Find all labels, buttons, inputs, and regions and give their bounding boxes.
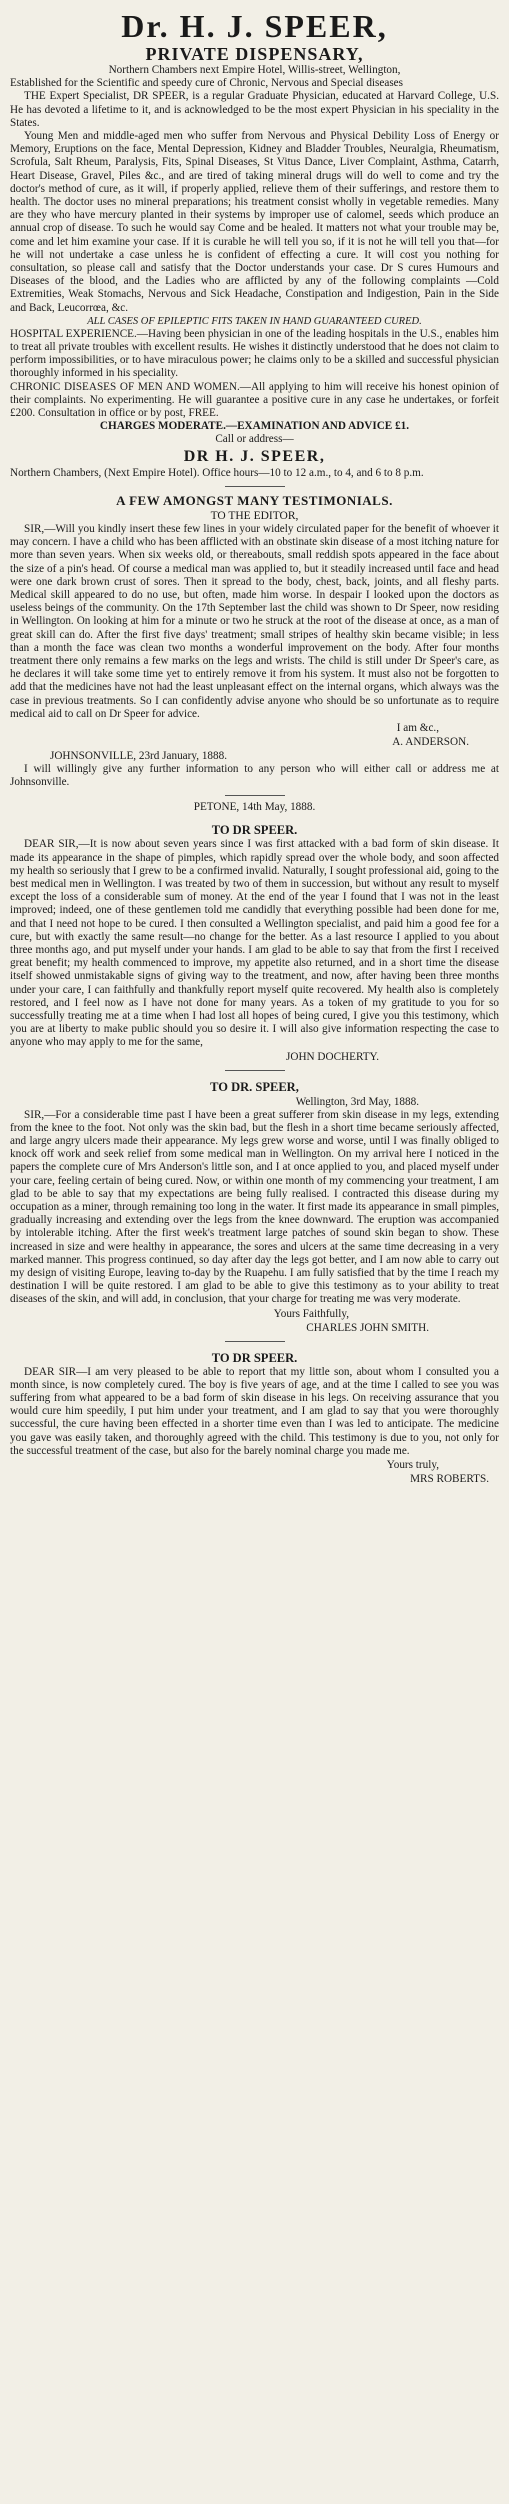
testimonial-4-name: MRS ROBERTS. <box>410 1473 489 1486</box>
testimonial-divider <box>225 795 285 796</box>
testimonial-1-to: TO THE EDITOR, <box>210 509 299 522</box>
testimonial-divider <box>225 1070 285 1071</box>
testimonial-4-close: Yours truly, <box>386 1459 439 1472</box>
testimonial-2-body: DEAR SIR,—It is now about seven years since I was first attacked with a bad form of skin disease. It made its appearance in the shape of pimples, which rapidly spread over the whole body, and soon affected my health so seriously that I grew to be a confirmed invalid. Naturally, I sought professional aid, going to the best medical men in Wellington. I was treated by two of them in succession, but without any result to myself except the loss of a considerable sum of money. At the end of the year I found that I was not in the least improved; indeed, one of these gentlemen told me candidly that everything possible had been done for me, and that I need not hope to be cured. I then consulted a Wellington specialist, and paid him a good fee for a cure, but with exactly the same result—no change for the better. As a last resource I applied to you about three months ago, and put myself under your hands. I am glad to be able to say that from the first I received great benefit; my health commenced to improve, my appetite also returned, and in a short time the disease itself showed unmistakable signs of giving way to the treatment, and now, after having been three months under your care, I can faithfully and thankfully report myself quite recovered. My health also is completely restored, and I feel now as I have not done for many years. As a token of my gratitude to you for so successfully treating me at a time when I had lost all hopes of being cured, I give you this testimony, which you are at liberty to make public should you so desire it. I will also give information respecting the case to anyone who may apply to me for the same, <box>10 838 499 1049</box>
ad-chronic-diseases: CHRONIC DISEASES OF MEN AND WOMEN.—All applying to him will receive his honest opinion of their complaints. No experimenting. He will guarantee a positive cure in any case he undertakes, or forfeit £200. Consultation in office or by post, FREE. <box>10 380 499 420</box>
testimonial-3-to: TO DR. SPEER, <box>210 1079 299 1094</box>
testimonial-3-close: Yours Faithfully, <box>273 1307 349 1320</box>
ad-sign-address: Northern Chambers, (Next Empire Hotel). Office hours—10 to 12 a.m., to 4, and 6 to 8 p.m. <box>10 466 424 479</box>
ad-sign-name: DR H. J. SPEER, <box>183 447 326 465</box>
testimonials-heading: A FEW AMONGST MANY TESTIMONIALS. <box>116 492 393 508</box>
ad-paragraph-conditions: Young Men and middle-aged men who suffer from Nervous and Physical Debility Loss of Energy or Memory, Eruptions on the face, Mental Depression, Kidney and Bladder Troubles, Neuralgia, Rheumatism, Scrofula, Salt Rheum, Paralysis, Fits, Spinal Diseases, St Vitus Dance, Liver Complaint, Asthma, Catarrh, Heart Disease, Gravel, Piles &c., and are tired of taking mineral drugs will do well to come and try the doctor's method of cure, as it will, if properly applied, relieve them of their sufferings, and restore them to health. The doctor uses no mineral preparations; his treatment consist wholly in vegetable remedies. Many are they who have mercury planted in their systems by improper use of calomel, seeds which produce an annual crop of disease. To such he would say Come and be healed. It matters not what your trouble may be, come and let him examine your case. If it is curable he will tell you so, if it is not he will tell you that—for he will not undertake a case unless he is confident of effecting a cure. It will cost you nothing for consultation, so please call and satisfy that the Doctor understands your case. Dr S cures Humours and Diseases of the blood, and the Ladies who are afflicted by any of the following complaints —Cold Extremities, Weak Stomachs, Nervous and Sick Headache, Constipation and Indigestion, Pain in the Side and Back, Leucorrœa, &c. <box>10 130 499 314</box>
testimonial-1-close: I am &c., <box>396 721 439 734</box>
ad-call-or-address: Call or address— <box>215 433 294 446</box>
testimonial-2-name: JOHN DOCHERTY. <box>286 1050 379 1063</box>
testimonial-2-to: TO DR SPEER. <box>211 823 298 838</box>
section-divider <box>225 486 285 487</box>
ad-title: Dr. H. J. SPEER, <box>121 8 388 44</box>
ad-charges: CHARGES MODERATE.—EXAMINATION AND ADVICE £1. <box>99 420 410 433</box>
testimonial-divider <box>225 1341 285 1342</box>
ad-hospital-experience: HOSPITAL EXPERIENCE.—Having been physician in one of the leading hospitals in the U.S., enables him to treat all private troubles with excellent results. He wishes it distinctly understood that he does not claim to perform impossibilities, or to have miraculous power; he claims only to be a skilled and successful physician thoroughly informed in his speciality. <box>10 327 499 380</box>
testimonial-1-name: A. ANDERSON. <box>392 735 469 748</box>
testimonial-1-place: JOHNSONVILLE, 23rd January, 1888. <box>50 749 228 762</box>
testimonial-4-to: TO DR SPEER. <box>211 1350 298 1365</box>
testimonial-3-name: CHARLES JOHN SMITH. <box>306 1321 429 1334</box>
testimonial-4-body: DEAR SIR—I am very pleased to be able to report that my little son, about whom I consulted you a month since, is now completely cured. The boy is five years of age, and at the time I called to see you was suffering from what appeared to be a bad form of skin disease in his legs. On receiving assurance that you would cure him speedily, I put him under your treatment, and I am glad to say that you were thoroughly successful, the cure having been effected in a shorter time even than I was led to anticipate. The medicine you gave was easily taken, and thoroughly agreed with the child. This testimony is due to you, not only for the successful treatment of the case, but also for the barely nominal charge you made me. <box>10 1365 499 1457</box>
testimonial-3-date: Wellington, 3rd May, 1888. <box>295 1095 419 1108</box>
ad-established: Established for the Scientific and speedy cure of Chronic, Nervous and Special diseases <box>10 77 403 90</box>
ad-subtitle: PRIVATE DISPENSARY, <box>145 44 364 64</box>
testimonial-2-date: PETONE, 14th May, 1888. <box>193 801 316 814</box>
ad-paragraph-intro: THE Expert Specialist, DR SPEER, is a regular Graduate Physician, educated at Harvard College, U.S. He has devoted a lifetime to it, and is acknowledged to be the most expert Physician in his speciality in the States. <box>10 90 499 129</box>
testimonial-1-ps: I will willingly give any further information to any person who will either call or address me at Johnsonville. <box>10 762 499 789</box>
ad-epileptic-note: ALL CASES OF EPILEPTIC FITS TAKEN IN HAND GUARANTEED CURED. <box>87 315 422 327</box>
testimonial-3-body: SIR,—For a considerable time past I have been a great sufferer from skin disease in my legs, extending from the knee to the foot. Not only was the skin bad, but the flesh in a short time became seriously affected, and large angry ulcers made their appearance. My legs grew worse and worse, until I was finally obliged to knock off work and seek relief from some medical man in Wellington. On my arrival here I noticed in the papers the complete cure of Mrs Anderson's little son, and I at once applied to you, and placed myself under your care, feeling certain of being cured. Now, or within one month of my commencing your treatment, I am glad to be able to say that my expectations are being fully realised. I contracted this disease during my occupation as a miner, through remaining too long in the water. It first made its appearance in small pimples, gradually increasing and extending over the legs from the knee downward. The eruption was accompanied by intolerable itching. After the first week's treatment large patches of sound skin began to show. These increased in size and were healthy in appearance, the sores and ulcers at the same time decreasing in a very marked manner. This progress continued, so day after day the legs got better, and I am now able to carry out my design of visiting Europe, leaving to-day by the Ruapehu. I am fully satisfied that by the time I reach my destination I will be quite restored. I am glad to be able to give this testimony as to your ability to treat diseases of the skin, and will add, in conclusion, that your charge for treating me was very moderate. <box>10 1108 499 1306</box>
testimonial-1-body: SIR,—Will you kindly insert these few lines in your widely circulated paper for the benefit of whoever it may concern. I have a child who has been afflicted with an obstinate skin disease of a most itching nature for more than seven years. When six weeks old, or thereabouts, small reddish spots appeared in the face about the size of a pin's head. Of course a medical man was applied to, but it steadily increased until face and head were one dark brown crust of sores. Then it spread to the body, chest, back, joints, and all fleshy parts. Medical skill appeared to do no use, but often, made him worse. In despair I looked upon the doctors as useless beings of the community. On the 17th September last the child was shown to Dr Speer, now residing in Wellington. On looking at him for a minute or two he struck at the root of the disease at once, as a man of great skill can do. After the first five days' treatment; small stripes of healthy skin became visible; in less than a month the face was clean two months a wonderful improvement on the body. After four months treatment there only remains a few marks on the legs and wrists. The child is still under Dr Speer's care, as he declares it will take some time yet to entirely remove it from his system. It must also not be forgotten to add that the medicines have not had the least unpleasant effect on the internal organs, which always was the case in previous treatments. So I can confidently advise anyone who should be so unfortunate as to require medical aid to call on Dr Speer for advice. <box>10 522 499 720</box>
ad-address-intro: Northern Chambers next Empire Hotel, Willis-street, Wellington, <box>108 64 401 76</box>
